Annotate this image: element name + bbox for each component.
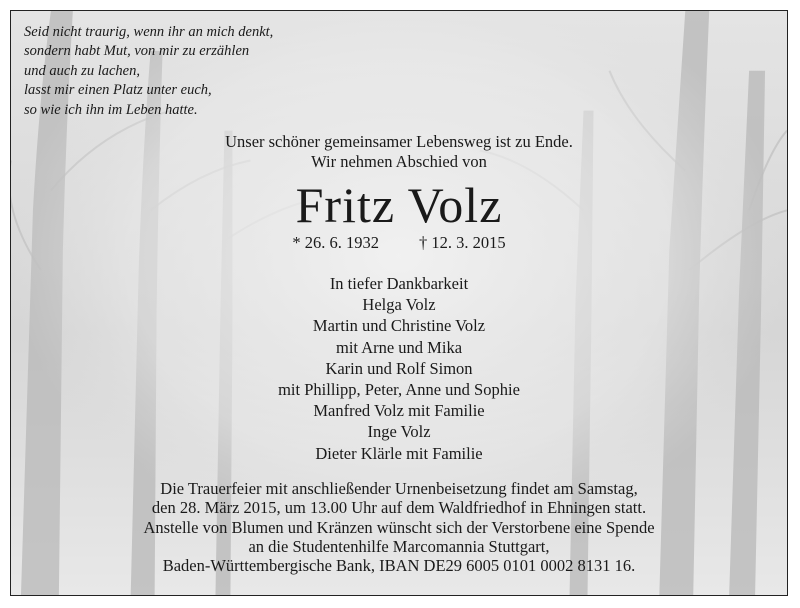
mourner-line: Manfred Volz mit Familie [313,401,485,421]
intro-line: Unser schöner gemeinsamer Lebensweg ist zu Ende. [225,132,573,151]
poem-line: und auch zu lachen, [24,62,140,79]
closing-line: Baden-Württembergische Bank, IBAN DE29 6005 0101 0002 8131 16. [162,556,636,576]
obituary-notice [10,10,788,596]
mourner-line: Dieter Klärle mit Familie [315,443,483,463]
poem-line: lasst mir einen Platz unter euch, [24,82,212,99]
mourner-line: Martin und Christine Volz [312,316,486,336]
life-dates [11,233,787,253]
poem-block [24,23,273,120]
deceased-name: Fritz Volz [295,177,503,233]
poem-line: sondern habt Mut, von mir zu erzählen [24,43,250,60]
intro-line: Wir nehmen Abschied von [311,151,487,171]
closing-block [11,479,787,575]
mourners-list [11,273,787,464]
closing-line: Die Trauerfeier mit anschließender Urnenbeisetzung findet am Samstag, [160,479,638,498]
mourner-line: In tiefer Dankbarkeit [329,274,469,293]
death-date: † 12. 3. 2015 [419,233,506,252]
poem-line: Seid nicht traurig, wenn ihr an mich denkt, [24,24,274,40]
closing-line: an die Studentenhilfe Marcomannia Stuttgart, [248,536,550,556]
birth-date: * 26. 6. 1932 [292,233,379,252]
mourner-line: Helga Volz [362,295,436,315]
closing-line: den 28. März 2015, um 13.00 Uhr auf dem Waldfriedhof in Ehningen statt. [151,498,647,518]
poem-line: so wie ich ihn im Leben hatte. [24,101,198,118]
closing-line: Anstelle von Blumen und Kränzen wünscht sich der Verstorbene eine Spende [143,517,655,537]
mourner-line: Inge Volz [367,422,431,442]
intro-block [11,132,787,171]
mourner-line: Karin und Rolf Simon [325,358,473,378]
mourner-line: mit Arne und Mika [335,337,463,357]
mourner-line: mit Phillipp, Peter, Anne und Sophie [278,380,520,400]
